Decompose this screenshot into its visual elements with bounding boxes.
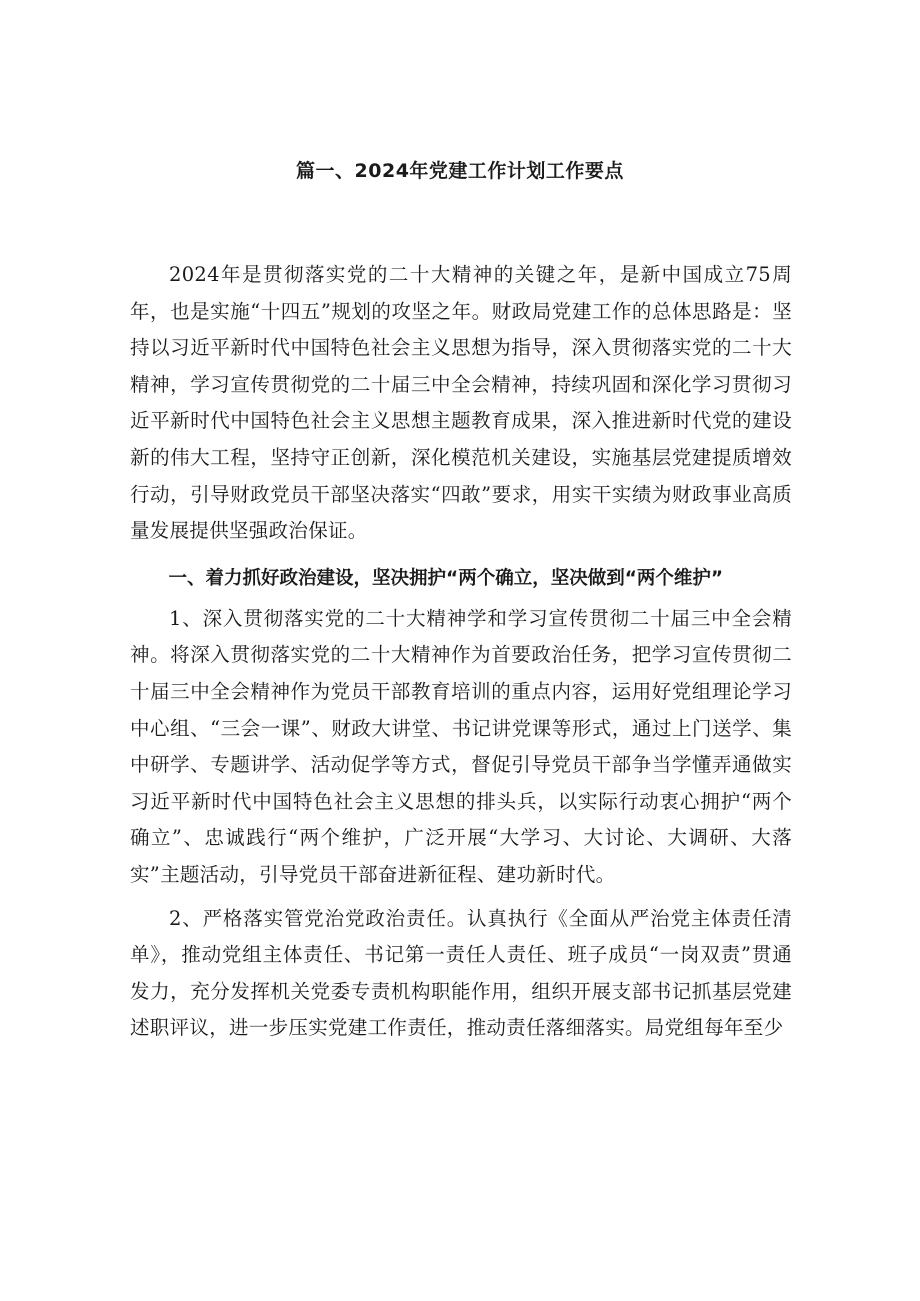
intro-paragraph: 2024年是贯彻落实党的二十大精神的关键之年，是新中国成立75周年，也是实施“十四五”规划的攻坚之年。财政局党建工作的总体思路是：坚持以习近平新时代中国特色社会主义思想为指导，深入贯彻落实党的二十大精神，学习宣传贯彻党的二十届三中全会精神，持续巩固和深化学习贯彻习近平新时代中国特色社会主义思想主题教育成果，深入推进新时代党的建设新的伟大工程，坚持守正创新，深化模范机关建设，实施基层党建提质增效行动，引导财政党员干部坚决落实“四敢”要求，用实干实绩为财政事业高质量发展提供坚强政治保证。 bbox=[130, 263, 792, 543]
document-title: 篇一、2024年党建工作计划工作要点 bbox=[296, 160, 624, 182]
item-1-paragraph: 1、深入贯彻落实党的二十大精神学和学习宣传贯彻二十届三中全会精神。将深入贯彻落实党的二十大精神作为首要政治任务，把学习宣传贯彻二十届三中全会精神作为党员干部教育培训的重点内容，运用好党组理论学习中心组、“三会一课”、财政大讲堂、书记讲党课等形式，通过上门送学、集中研学、专题讲学、活动促学等方式，督促引导党员干部争当学懂弄通做实习近平新时代中国特色社会主义思想的排头兵，以实际行动衷心拥护“两个确立”、忠诚践行“两个维护，广泛开展“大学习、大讨论、大调研、大落实”主题活动，引导党员干部奋进新征程、建功新时代。 bbox=[130, 606, 792, 886]
document-body bbox=[130, 257, 792, 1047]
spacer bbox=[130, 550, 792, 557]
item-2-paragraph: 2、严格落实管党治党政治责任。认真执行《全面从严治党主体责任清单》，推动党组主体责任、书记第一责任人责任、班子成员“一岗双责”贯通发力，充分发挥机关党委专责机构职能作用，组织开展支部书记抓基层党建述职评议，进一步压实党建工作责任，推动责任落细落实。局党组每年至少 bbox=[130, 906, 792, 1040]
spacer bbox=[130, 894, 792, 901]
section-heading-1: 一、着力抓好政治建设，坚决拥护“两个确立，坚决做到“两个维护” bbox=[168, 567, 724, 589]
